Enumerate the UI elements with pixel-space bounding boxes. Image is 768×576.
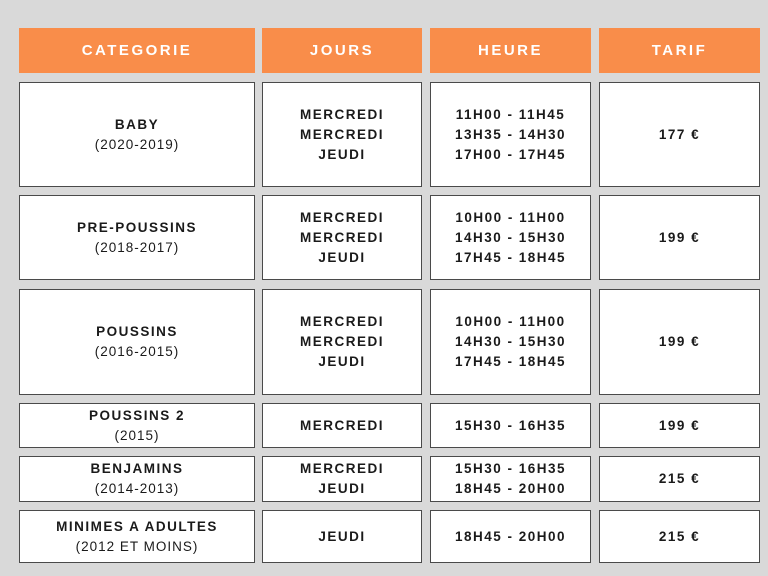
day: MERCREDI [299, 334, 384, 349]
row-benjamins-category [19, 456, 255, 502]
row-benjamins-days [262, 456, 422, 502]
day: JEUDI [318, 481, 366, 496]
time-slot: 17H45 - 18H45 [454, 249, 567, 265]
day: JEUDI [318, 146, 366, 162]
header-jours-label: JOURS [309, 41, 375, 59]
category-years: (2018-2017) [94, 239, 180, 255]
category-name: BABY [114, 116, 160, 132]
time-slot: 15H30 - 16H35 [454, 461, 567, 476]
price: 215 € [658, 528, 701, 544]
row-baby-price [599, 82, 760, 187]
row-baby-days [262, 82, 422, 187]
row-minimes-adultes-price [599, 510, 760, 563]
row-poussins-price [599, 289, 760, 395]
category-name: POUSSINS 2 [88, 407, 186, 423]
row-benjamins-hours [430, 456, 591, 502]
row-pre-poussins-hours [430, 195, 591, 280]
time-slot: 14H30 - 15H30 [454, 229, 567, 245]
row-pre-poussins-category [19, 195, 255, 280]
row-poussins-hours [430, 289, 591, 395]
day: MERCREDI [299, 126, 384, 142]
header-tarif [599, 28, 760, 73]
time-slot: 14H30 - 15H30 [454, 334, 567, 349]
day: JEUDI [318, 528, 366, 544]
row-minimes-adultes-days [262, 510, 422, 563]
price: 199 € [658, 417, 701, 433]
time-slot: 18H45 - 20H00 [454, 528, 567, 544]
header-heure [430, 28, 591, 73]
category-years: (2020-2019) [94, 136, 180, 152]
row-poussins-2-category [19, 403, 255, 448]
header-jours [262, 28, 422, 73]
category-name: PRE-POUSSINS [76, 219, 198, 235]
time-slot: 10H00 - 11H00 [455, 209, 566, 225]
category-name: POUSSINS [96, 324, 178, 339]
day: JEUDI [318, 249, 366, 265]
time-slot: 17H00 - 17H45 [454, 146, 567, 162]
row-baby-hours [430, 82, 591, 187]
row-poussins-days [262, 289, 422, 395]
day: MERCREDI [299, 106, 384, 122]
category-years: (2012 ET MOINS) [75, 538, 199, 554]
row-poussins-category [19, 289, 255, 395]
time-slot: 13H35 - 14H30 [454, 126, 567, 142]
category-years: (2016-2015) [94, 344, 180, 359]
price: 199 € [658, 229, 701, 245]
day: MERCREDI [299, 461, 384, 476]
time-slot: 17H45 - 18H45 [454, 354, 567, 369]
row-minimes-adultes-hours [430, 510, 591, 563]
time-slot: 18H45 - 20H00 [454, 481, 567, 496]
category-years: (2015) [114, 427, 160, 443]
category-name: BENJAMINS [90, 461, 184, 476]
day: MERCREDI [299, 209, 384, 225]
day: JEUDI [318, 354, 366, 369]
row-pre-poussins-days [262, 195, 422, 280]
row-pre-poussins-price [599, 195, 760, 280]
price: 177 € [658, 126, 701, 142]
time-slot: 15H30 - 16H35 [454, 417, 567, 433]
header-categorie-label: CATEGORIE [81, 41, 193, 59]
header-tarif-label: TARIF [651, 41, 708, 59]
price: 215 € [658, 471, 701, 486]
header-categorie [19, 28, 255, 73]
header-heure-label: HEURE [477, 41, 543, 59]
row-benjamins-price [599, 456, 760, 502]
price: 199 € [658, 334, 701, 349]
time-slot: 11H00 - 11H45 [455, 106, 566, 122]
category-name: MINIMES A ADULTES [56, 518, 218, 534]
day: MERCREDI [299, 417, 384, 433]
row-baby-category [19, 82, 255, 187]
day: MERCREDI [299, 229, 384, 245]
row-minimes-adultes-category [19, 510, 255, 563]
row-poussins-2-hours [430, 403, 591, 448]
row-poussins-2-price [599, 403, 760, 448]
time-slot: 10H00 - 11H00 [455, 314, 566, 329]
day: MERCREDI [299, 314, 384, 329]
row-poussins-2-days [262, 403, 422, 448]
category-years: (2014-2013) [94, 481, 180, 496]
